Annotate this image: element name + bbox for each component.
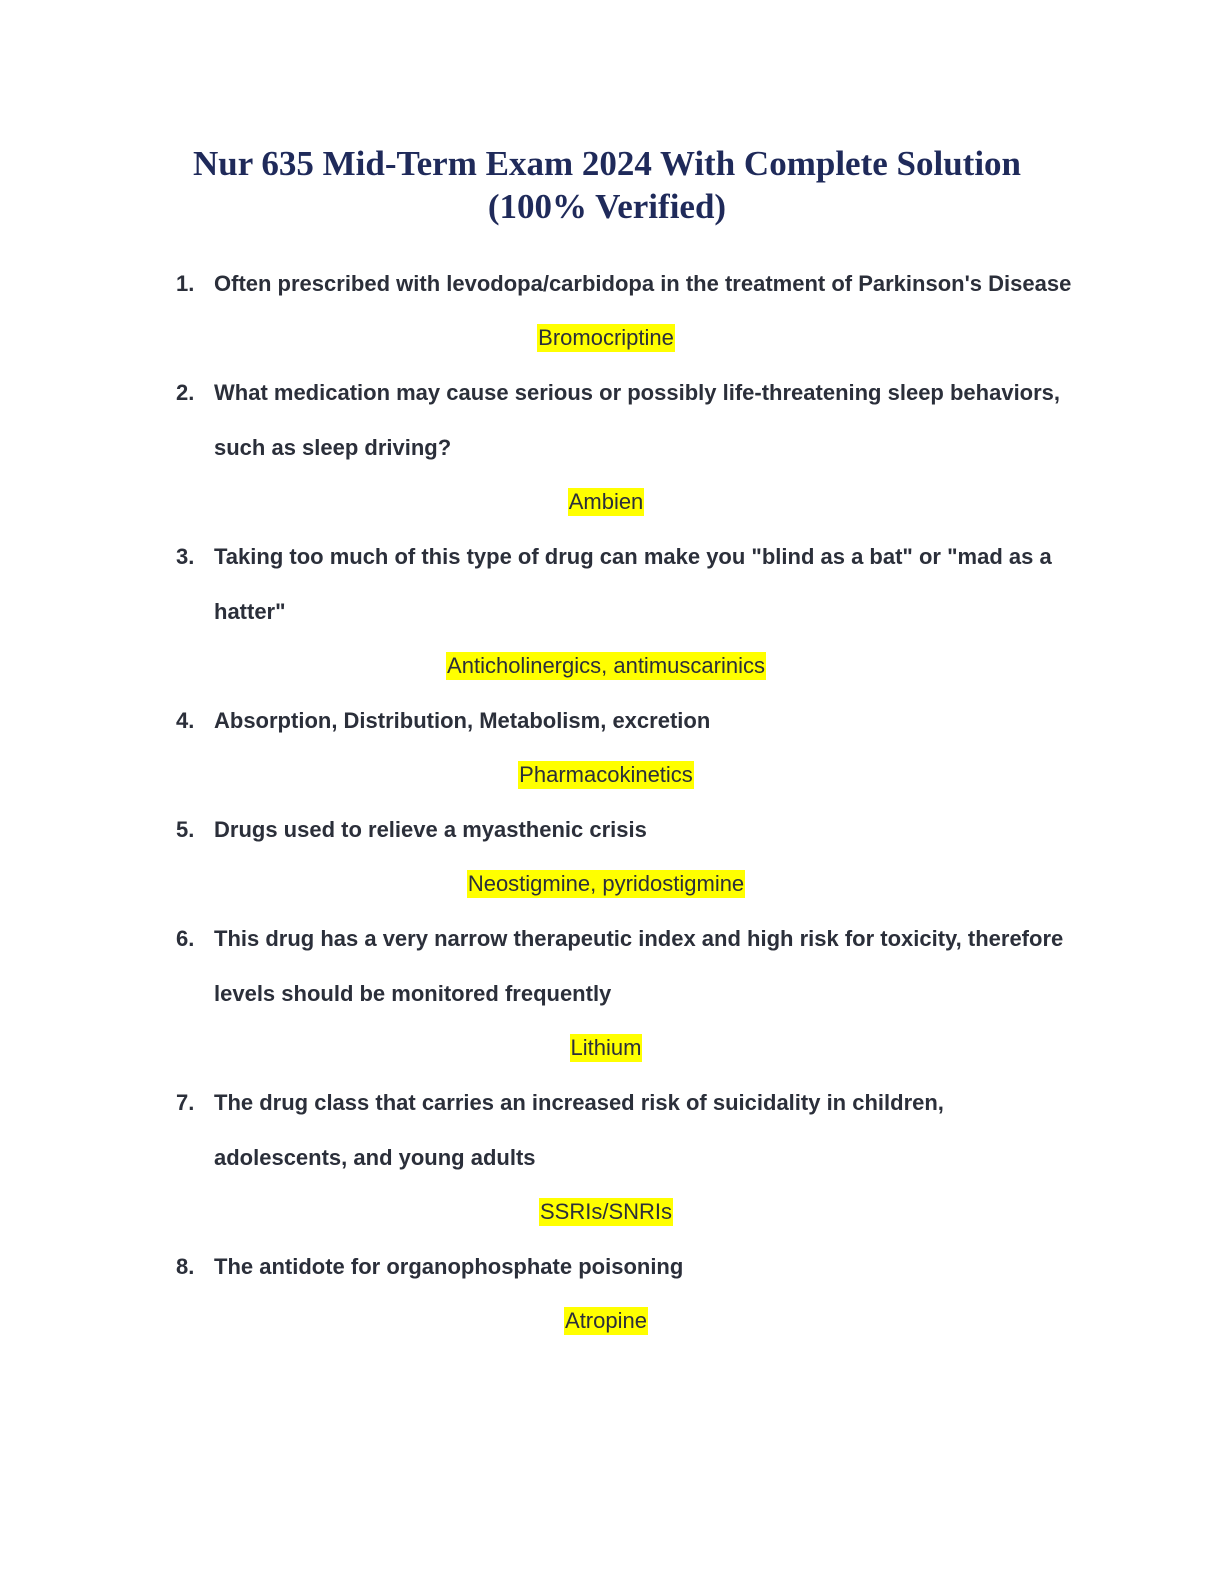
answer-row xyxy=(0,475,1212,529)
question-number: 7. xyxy=(176,1090,195,1115)
question-list xyxy=(176,256,1076,1348)
question-text: Drugs used to relieve a myasthenic crisis xyxy=(214,817,647,842)
question-number: 1. xyxy=(176,271,195,296)
answer-highlight: Anticholinergics, antimuscarinics xyxy=(447,653,765,679)
question-item xyxy=(176,1239,1076,1348)
question-number: 8. xyxy=(176,1254,195,1279)
answer-row xyxy=(0,1185,1212,1239)
answer-row xyxy=(0,1294,1212,1348)
answer-row xyxy=(0,748,1212,802)
question-text: The antidote for organophosphate poisoning xyxy=(214,1254,684,1279)
answer-highlight: Bromocriptine xyxy=(538,325,674,351)
question-number: 5. xyxy=(176,817,195,842)
answer-highlight: Lithium xyxy=(570,1035,642,1061)
answer-highlight: Neostigmine, pyridostigmine xyxy=(467,871,745,897)
question-text: What medication may cause serious or possibly life-threatening sleep behaviors, such as sleep driving? xyxy=(214,380,1061,460)
question-item xyxy=(176,365,1076,529)
question-item xyxy=(176,529,1076,693)
question-text: Often prescribed with levodopa/carbidopa in the treatment of Parkinson's Disease xyxy=(214,271,1072,296)
answer-row xyxy=(0,857,1212,911)
document-title: Nur 635 Mid-Term Exam 2024 With Complete Solution (100% Verified) xyxy=(192,144,1022,226)
answer-highlight: Ambien xyxy=(568,489,644,515)
question-item xyxy=(176,693,1076,802)
question-text: The drug class that carries an increased risk of suicidality in children, adolescents, and young adults xyxy=(214,1090,944,1170)
question-item xyxy=(176,256,1076,365)
question-number: 6. xyxy=(176,926,195,951)
answer-row xyxy=(0,1021,1212,1075)
question-item xyxy=(176,802,1076,911)
question-text: Taking too much of this type of drug can make you "blind as a bat" or "mad as a hatter" xyxy=(214,544,1052,624)
question-number: 2. xyxy=(176,380,195,405)
question-number: 3. xyxy=(176,544,195,569)
question-number: 4. xyxy=(176,708,195,733)
answer-highlight: Atropine xyxy=(565,1308,647,1334)
question-text: Absorption, Distribution, Metabolism, excretion xyxy=(214,708,711,733)
answer-highlight: Pharmacokinetics xyxy=(519,762,693,788)
question-item xyxy=(176,1075,1076,1239)
answer-row xyxy=(0,311,1212,365)
question-text: This drug has a very narrow therapeutic index and high risk for toxicity, therefore levels should be monitored frequently xyxy=(214,926,1064,1006)
question-item xyxy=(176,911,1076,1075)
answer-row xyxy=(0,639,1212,693)
answer-highlight: SSRIs/SNRIs xyxy=(539,1199,673,1225)
